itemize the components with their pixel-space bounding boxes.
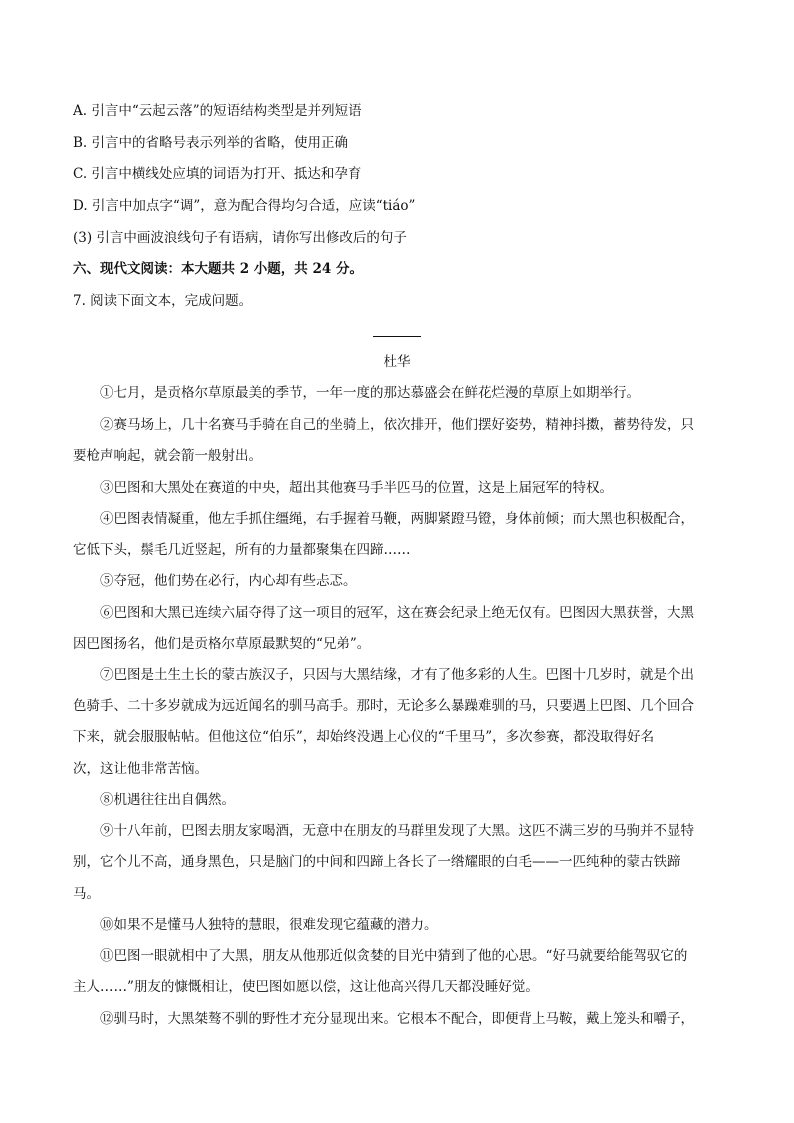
paragraph-line: ⑫驯马时，大黑桀骜不驯的野性才充分显现出来。它根本不配合，即便背上马鞍，戴上笼头和嚼子， bbox=[100, 1011, 694, 1027]
section-heading-six: 六、现代文阅读：本大题共 2 小题，共 24 分。 bbox=[73, 261, 363, 277]
paragraph-line: ⑨十八年前，巴图去朋友家喝酒，无意中在朋友的马群里发现了大黑。这匹不满三岁的马驹并不显特 bbox=[100, 823, 694, 839]
paragraph-line: 因巴图扬名，他们是贡格尔草原最默契的“兄弟”。 bbox=[73, 636, 371, 652]
question-3: (3) 引言中画波浪线句子有语病，请你写出修改后的句子 bbox=[73, 230, 407, 246]
paragraph-line: 次，这让他非常苦恼。 bbox=[73, 761, 208, 777]
paragraph-line: ⑥巴图和大黑已连续六届夺得了这一项目的冠军，这在赛会纪录上绝无仅有。巴图因大黑获誉，大黑 bbox=[100, 605, 694, 621]
paragraph-line: ④巴图表情凝重，他左手抓住缰绳，右手握着马鞭，两脚紧蹬马镫，身体前倾；而大黑也积极配合， bbox=[100, 511, 694, 527]
paragraph-line: 它低下头，鬃毛几近竖起，所有的力量都聚集在四蹄…… bbox=[73, 542, 411, 558]
question-7: 7. 阅读下面文本，完成问题。 bbox=[73, 293, 253, 309]
paragraph-line: 下来，就会服服帖帖。但他这位“伯乐”，却始终没遇上心仪的“千里马”，多次参赛，都没取得好名 bbox=[73, 729, 655, 745]
paragraph-line: 要枪声响起，就会箭一般射出。 bbox=[73, 448, 262, 464]
paragraph-line: ⑪巴图一眼就相中了大黑，朋友从他那近似贪婪的目光中猜到了他的心思。“好马就要给能驾驭它的 bbox=[100, 948, 688, 964]
paragraph-line: ⑤夺冠，他们势在必行，内心却有些忐忑。 bbox=[100, 573, 357, 589]
option-b: B. 引言中的省略号表示列举的省略，使用正确 bbox=[73, 135, 349, 151]
option-d: D. 引言中加点字“调”，意为配合得均匀合适，应读“tiáo” bbox=[73, 198, 416, 214]
paragraph-line: 马。 bbox=[73, 886, 100, 902]
paragraph-line: 色骑手、二十多岁就成为远近闻名的驯马高手。那时，无论多么暴躁难驯的马，只要遇上巴图、几个回合 bbox=[73, 698, 694, 714]
option-c: C. 引言中横线处应填的词语为打开、抵达和孕育 bbox=[73, 166, 362, 182]
paragraph-line: ⑩如果不是懂马人独特的慧眼，很难发现它蕴藏的潜力。 bbox=[100, 917, 438, 933]
paragraph-line: ⑧机遇往往出自偶然。 bbox=[100, 792, 235, 808]
author-name: 杜华 bbox=[383, 354, 411, 370]
paragraph-line: ⑦巴图是土生土长的蒙古族汉子，只因与大黑结缘，才有了他多彩的人生。巴图十几岁时，就是个出 bbox=[100, 667, 694, 683]
paragraph-line: 主人……”朋友的慷慨相让，使巴图如愿以偿，这让他高兴得几天都没睡好觉。 bbox=[73, 979, 539, 995]
option-a: A. 引言中“云起云落”的短语结构类型是并列短语 bbox=[73, 103, 362, 119]
title-rule bbox=[373, 336, 421, 337]
paragraph-line: ①七月，是贡格尔草原最美的季节，一年一度的那达慕盛会在鲜花烂漫的草原上如期举行。 bbox=[100, 385, 640, 401]
paragraph-line: ③巴图和大黑处在赛道的中央，超出其他赛马手半匹马的位置，这是上届冠军的特权。 bbox=[100, 480, 613, 496]
paragraph-line: ②赛马场上，几十名赛马手骑在自己的坐骑上，依次排开，他们摆好姿势，精神抖擞，蓄势待发，只 bbox=[100, 417, 694, 433]
paragraph-line: 别，它个儿不高，通身黑色，只是脑门的中间和四蹄上各长了一绺耀眼的白毛——一匹纯种的蒙古铁蹄 bbox=[73, 854, 681, 870]
